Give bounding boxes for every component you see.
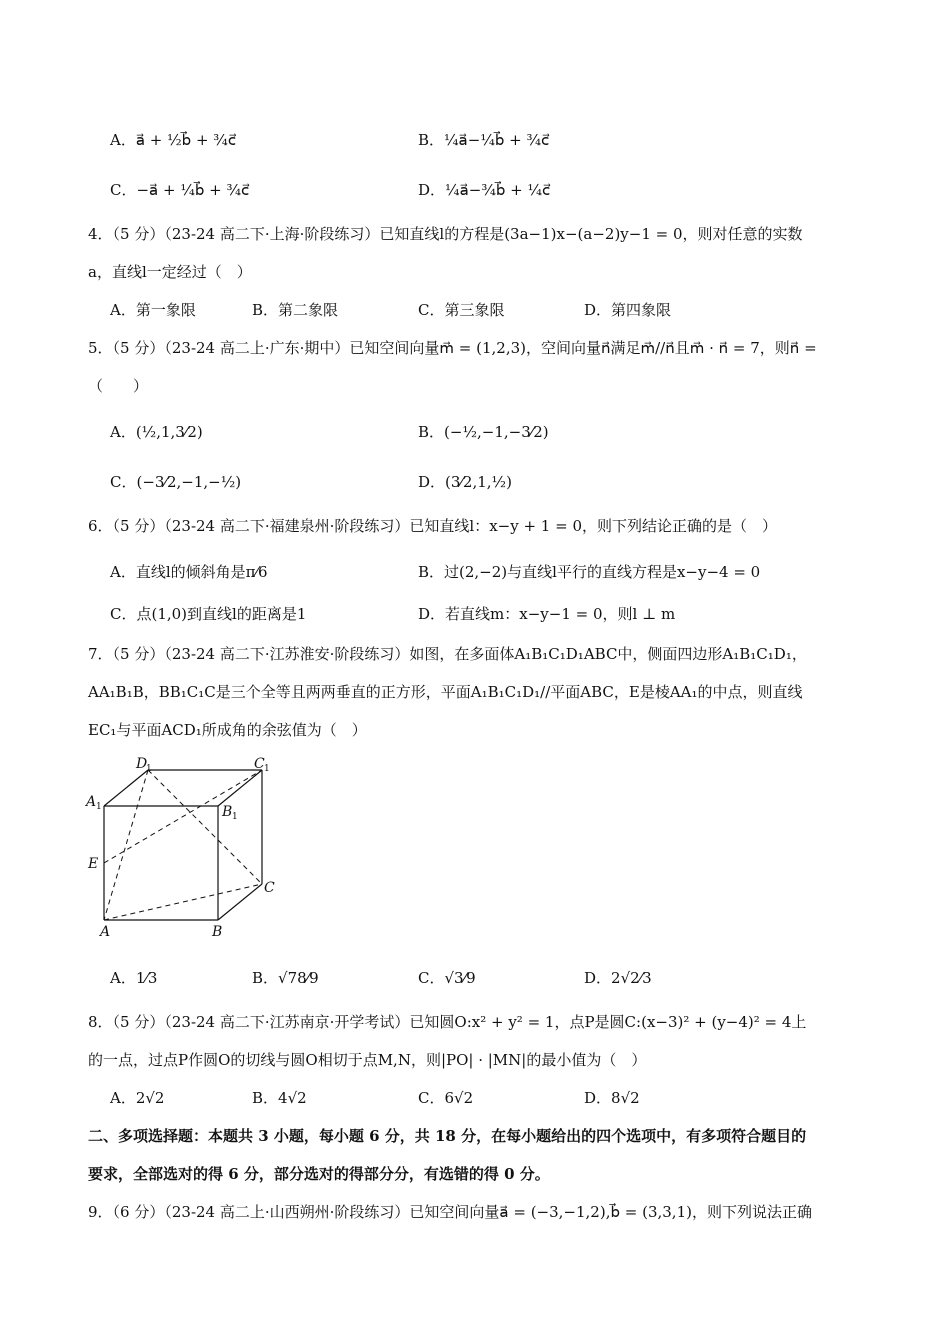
label-b1: B <box>222 804 233 820</box>
section2-heading-line1: 二、多项选择题：本题共 3 小题，每小题 6 分，共 18 分，在每小题给出的四个选项中，有多项符合题目的 <box>88 1127 807 1145</box>
q7-option-a: A．1⁄3 <box>110 969 158 987</box>
q6-option-d: D．若直线m：x−y−1 = 0，则l ⊥ m <box>418 605 676 623</box>
dashed-d1-c <box>148 770 262 884</box>
q7-stem-line2: AA₁B₁B，BB₁C₁C是三个全等且两两垂直的正方形，平面A₁B₁C₁D₁//平面ABC，E是棱AA₁的中点，则直线 <box>88 683 803 701</box>
q7-option-d: D．2√2⁄3 <box>584 969 652 987</box>
q4-option-b: B．第二象限 <box>252 301 339 319</box>
q4-option-d: D．第四象限 <box>584 301 672 319</box>
q5-stem-line1: 5．（5 分）（23-24 高二上·广东·期中）已知空间向量m⃗ = (1,2,3)，空间向量n⃗满足m⃗//n⃗且m⃗ · n⃗ = 7，则n⃗ = <box>88 339 817 357</box>
edge-b1-c1 <box>218 770 262 806</box>
q6-stem-line1: 6．（5 分）（23-24 高二下·福建泉州·阶段练习）已知直线l：x−y + 1 = 0，则下列结论正确的是（ ） <box>88 517 778 535</box>
q4-stem-line2: a，直线l一定经过（ ） <box>88 263 252 281</box>
q9-stem-line1: 9．（6 分）（23-24 高二上·山西朔州·阶段练习）已知空间向量a⃗ = (−3,−1,2),b⃗ = (3,3,1)，则下列说法正确 <box>88 1203 812 1221</box>
q4-option-c: C．第三象限 <box>418 301 505 319</box>
q6-option-c: C．点(1,0)到直线l的距离是1 <box>110 605 307 623</box>
q5-option-d: D．(3⁄2,1,½) <box>418 473 512 491</box>
q3-option-a: A．a⃗ + ½b⃗ + ¾c⃗ <box>110 131 237 149</box>
section2-heading-line2: 要求，全部选对的得 6 分，部分选对的得部分分，有选错的得 0 分。 <box>88 1165 550 1183</box>
label-c: C <box>264 880 275 896</box>
label-b: B <box>212 924 223 940</box>
q5-option-a: A．(½,1,3⁄2) <box>110 423 203 441</box>
q5-option-c: C．(−3⁄2,−1,−½) <box>110 473 242 491</box>
dashed-e-c1 <box>104 770 262 863</box>
label-a1-sub: 1 <box>96 802 102 812</box>
q8-option-a: A．2√2 <box>110 1089 165 1107</box>
q6-option-a: A．直线l的倾斜角是π⁄6 <box>110 563 268 581</box>
label-e: E <box>88 856 99 872</box>
q8-stem-line1: 8．（5 分）（23-24 高二下·江苏南京·开学考试）已知圆O:x² + y² = 1，点P是圆C:(x−3)² + (y−4)² = 4上 <box>88 1013 807 1031</box>
q3-option-b: B．¼a⃗−¼b⃗ + ¾c⃗ <box>418 131 550 149</box>
q5-stem-line2: （ ） <box>88 377 149 395</box>
edge-a1-d1 <box>104 770 148 806</box>
label-b1-sub: 1 <box>232 812 238 822</box>
q8-option-d: D．8√2 <box>584 1089 640 1107</box>
q8-option-c: C．6√2 <box>418 1089 474 1107</box>
q7-stem-line3: EC₁与平面ACD₁所成角的余弦值为（ ） <box>88 721 367 739</box>
q8-option-b: B．4√2 <box>252 1089 307 1107</box>
q7-cube-figure <box>80 750 280 950</box>
label-c1: C <box>254 756 265 772</box>
q4-stem-line1: 4．（5 分）（23-24 高二下·上海·阶段练习）已知直线l的方程是(3a−1)x−(a−2)y−1 = 0，则对任意的实数 <box>88 225 803 243</box>
q7-stem-line1: 7．（5 分）（23-24 高二下·江苏淮安·阶段练习）如图，在多面体A₁B₁C₁D₁ABC中，侧面四边形A₁B₁C₁D₁， <box>88 645 807 663</box>
label-a: A <box>100 924 111 940</box>
dashed-a-c <box>104 884 262 920</box>
q8-stem-line2: 的一点，过点P作圆O的切线与圆O相切于点M,N，则|PO| · |MN|的最小值为（ ） <box>88 1051 647 1069</box>
q3-option-c: C．−a⃗ + ¼b⃗ + ¾c⃗ <box>110 181 250 199</box>
q4-option-a: A．第一象限 <box>110 301 196 319</box>
q6-option-b: B．过(2,−2)与直线l平行的直线方程是x−y−4 = 0 <box>418 563 761 581</box>
q5-option-b: B．(−½,−1,−3⁄2) <box>418 423 549 441</box>
label-c1-sub: 1 <box>264 764 270 774</box>
label-d1: D <box>136 756 148 772</box>
q7-option-c: C．√3⁄9 <box>418 969 476 987</box>
dashed-d1-a <box>104 770 148 920</box>
q7-option-b: B．√78⁄9 <box>252 969 319 987</box>
label-a1: A <box>86 794 97 810</box>
q3-option-d: D．¼a⃗−¾b⃗ + ¼c⃗ <box>418 181 551 199</box>
label-d1-sub: 1 <box>146 764 152 774</box>
